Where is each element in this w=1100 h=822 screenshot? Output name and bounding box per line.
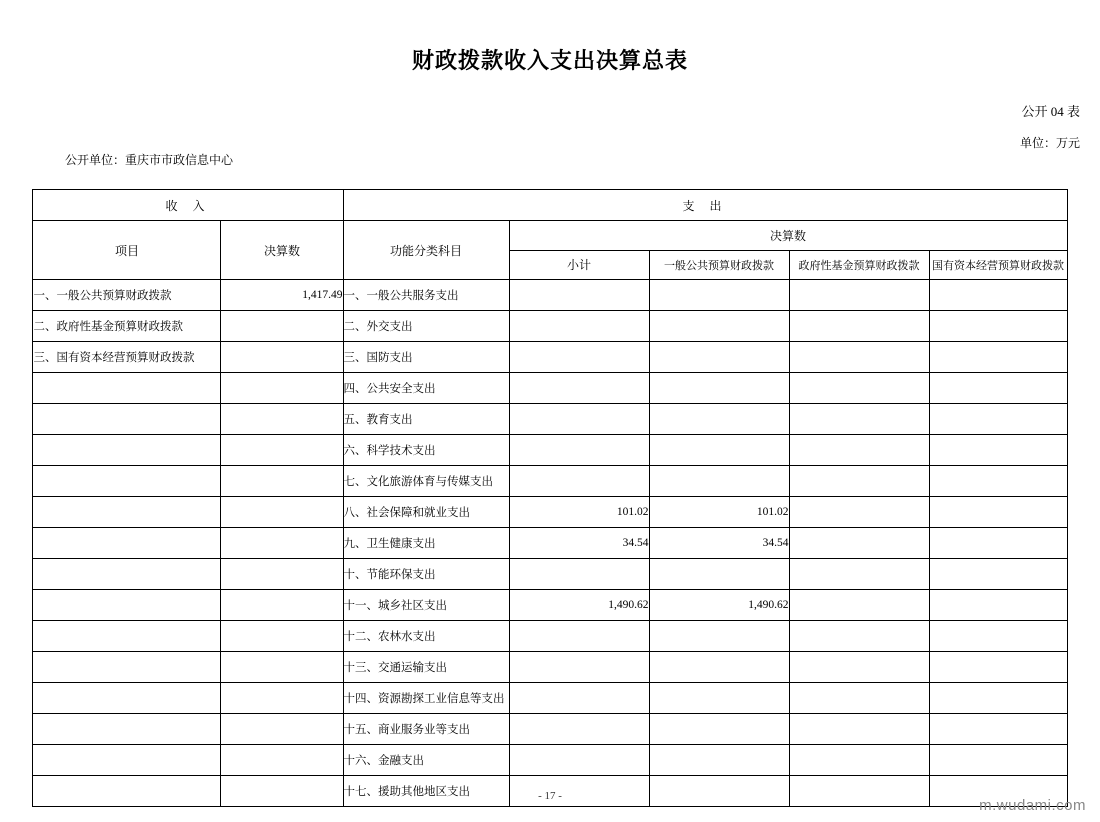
expense-general [649, 559, 789, 590]
income-amount [221, 621, 343, 652]
expense-subtotal [509, 311, 649, 342]
expense-general [649, 342, 789, 373]
table-row [33, 559, 1067, 590]
table-row [33, 280, 1067, 311]
expense-capital [929, 745, 1067, 776]
expense-fund [789, 497, 929, 528]
expense-general: 1,490.62 [649, 590, 789, 621]
expense-item: 七、文化旅游体育与传媒支出 [343, 466, 509, 497]
expense-subtotal [509, 683, 649, 714]
income-item [33, 528, 221, 559]
expense-general [649, 745, 789, 776]
income-amount [221, 435, 343, 466]
income-item [33, 652, 221, 683]
income-item [33, 714, 221, 745]
income-item [33, 404, 221, 435]
expense-subtotal [509, 652, 649, 683]
expense-item: 八、社会保障和就业支出 [343, 497, 509, 528]
expense-general: 101.02 [649, 497, 789, 528]
expense-fund [789, 280, 929, 311]
table-row [33, 621, 1067, 652]
expense-subtotal [509, 373, 649, 404]
income-item: 二、政府性基金预算财政拨款 [33, 311, 221, 342]
expense-fund [789, 683, 929, 714]
expense-capital [929, 311, 1067, 342]
expense-capital [929, 280, 1067, 311]
expense-fund [789, 590, 929, 621]
expense-subtotal: 34.54 [509, 528, 649, 559]
financial-table [32, 189, 1067, 807]
table-row [33, 404, 1067, 435]
document-page [0, 44, 1100, 822]
table-row [33, 590, 1067, 621]
income-item: 三、国有资本经营预算财政拨款 [33, 342, 221, 373]
income-amount [221, 559, 343, 590]
meta-row [0, 134, 1100, 183]
income-amount [221, 311, 343, 342]
expense-fund [789, 714, 929, 745]
income-amount [221, 497, 343, 528]
expense-item: 十六、金融支出 [343, 745, 509, 776]
expense-capital [929, 342, 1067, 373]
income-item [33, 683, 221, 714]
expense-subtotal: 1,490.62 [509, 590, 649, 621]
expense-fund [789, 466, 929, 497]
table-row [33, 466, 1067, 497]
income-amount [221, 342, 343, 373]
table-row [33, 497, 1067, 528]
income-item [33, 621, 221, 652]
table-row [33, 435, 1067, 466]
publishing-unit-value: 重庆市市政信息中心 [125, 153, 234, 167]
expense-subtotal [509, 559, 649, 590]
income-amount [221, 652, 343, 683]
expense-subtotal [509, 466, 649, 497]
expense-item: 十五、商业服务业等支出 [343, 714, 509, 745]
income-item: 一、一般公共预算财政拨款 [33, 280, 221, 311]
expense-general [649, 683, 789, 714]
expense-item: 十四、资源勘探工业信息等支出 [343, 683, 509, 714]
expense-capital [929, 621, 1067, 652]
income-amount: 1,417.49 [221, 280, 343, 311]
header-state-capital-budget: 国有资本经营预算财政拨款 [929, 250, 1067, 280]
header-income-amount: 决算数 [221, 221, 343, 280]
expense-fund [789, 404, 929, 435]
expense-general [649, 373, 789, 404]
table-row [33, 311, 1067, 342]
table-row [33, 745, 1067, 776]
expense-fund [789, 435, 929, 466]
income-amount [221, 590, 343, 621]
table-row [33, 714, 1067, 745]
table-row [33, 342, 1067, 373]
income-item [33, 435, 221, 466]
header-income-item: 项目 [33, 221, 221, 280]
income-amount [221, 466, 343, 497]
expense-fund [789, 652, 929, 683]
expense-item: 二、外交支出 [343, 311, 509, 342]
table-row [33, 528, 1067, 559]
income-item [33, 745, 221, 776]
header-gov-fund-budget: 政府性基金预算财政拨款 [789, 250, 929, 280]
expense-subtotal [509, 404, 649, 435]
expense-item: 三、国防支出 [343, 342, 509, 373]
expense-item: 十一、城乡社区支出 [343, 590, 509, 621]
expense-capital [929, 683, 1067, 714]
expense-capital [929, 373, 1067, 404]
expense-capital [929, 528, 1067, 559]
expense-fund [789, 373, 929, 404]
expense-capital [929, 714, 1067, 745]
publishing-unit-label: 公开单位： [65, 153, 126, 167]
sheet-number: 公开 04 表 [1021, 104, 1080, 119]
header-income-group: 收 入 [33, 190, 343, 221]
page-title: 财政拨款收入支出决算总表 [411, 48, 688, 73]
publishing-unit [47, 136, 233, 183]
header-subtotal: 小计 [509, 250, 649, 280]
expense-item: 六、科学技术支出 [343, 435, 509, 466]
expense-subtotal [509, 342, 649, 373]
expense-general [649, 311, 789, 342]
table-header-group-row [33, 190, 1067, 221]
expense-item: 十七、援助其他地区支出 [343, 776, 509, 807]
table-row [33, 373, 1067, 404]
expense-subtotal [509, 714, 649, 745]
expense-item: 十、节能环保支出 [343, 559, 509, 590]
income-amount [221, 404, 343, 435]
income-item [33, 466, 221, 497]
table-row [33, 683, 1067, 714]
header-general-public-budget: 一般公共预算财政拨款 [649, 250, 789, 280]
income-item [33, 559, 221, 590]
income-item [33, 373, 221, 404]
income-amount [221, 373, 343, 404]
expense-capital [929, 652, 1067, 683]
expense-fund [789, 745, 929, 776]
expense-general [649, 404, 789, 435]
amount-unit: 单位：万元 [1019, 136, 1080, 150]
expense-item: 五、教育支出 [343, 404, 509, 435]
expense-capital [929, 497, 1067, 528]
income-amount [221, 745, 343, 776]
table-header-row-1 [33, 221, 1067, 251]
expense-capital [929, 404, 1067, 435]
expense-item: 一、一般公共服务支出 [343, 280, 509, 311]
income-item [33, 590, 221, 621]
expense-fund [789, 559, 929, 590]
expense-item: 十三、交通运输支出 [343, 652, 509, 683]
expense-subtotal: 101.02 [509, 497, 649, 528]
expense-capital [929, 559, 1067, 590]
expense-general [649, 435, 789, 466]
expense-item: 四、公共安全支出 [343, 373, 509, 404]
income-amount [221, 714, 343, 745]
income-item [33, 497, 221, 528]
expense-general [649, 652, 789, 683]
expense-capital [929, 435, 1067, 466]
header-expense-final-amount: 决算数 [509, 221, 1067, 251]
expense-subtotal [509, 745, 649, 776]
expense-subtotal [509, 621, 649, 652]
table-row [33, 652, 1067, 683]
expense-item: 九、卫生健康支出 [343, 528, 509, 559]
watermark: m.wudami.com [979, 797, 1086, 814]
expense-fund [789, 342, 929, 373]
expense-fund [789, 311, 929, 342]
income-amount [221, 528, 343, 559]
expense-general [649, 466, 789, 497]
expense-fund [789, 621, 929, 652]
expense-capital [929, 466, 1067, 497]
expense-fund [789, 528, 929, 559]
expense-general [649, 714, 789, 745]
expense-general: 34.54 [649, 528, 789, 559]
expense-subtotal [509, 435, 649, 466]
page-number: - 17 - [538, 790, 562, 802]
expense-general [649, 280, 789, 311]
expense-general [649, 621, 789, 652]
expense-item: 十二、农林水支出 [343, 621, 509, 652]
expense-capital [929, 590, 1067, 621]
expense-subtotal [509, 280, 649, 311]
header-expense-group: 支 出 [343, 190, 1067, 221]
income-amount [221, 683, 343, 714]
header-expense-category: 功能分类科目 [343, 221, 509, 280]
